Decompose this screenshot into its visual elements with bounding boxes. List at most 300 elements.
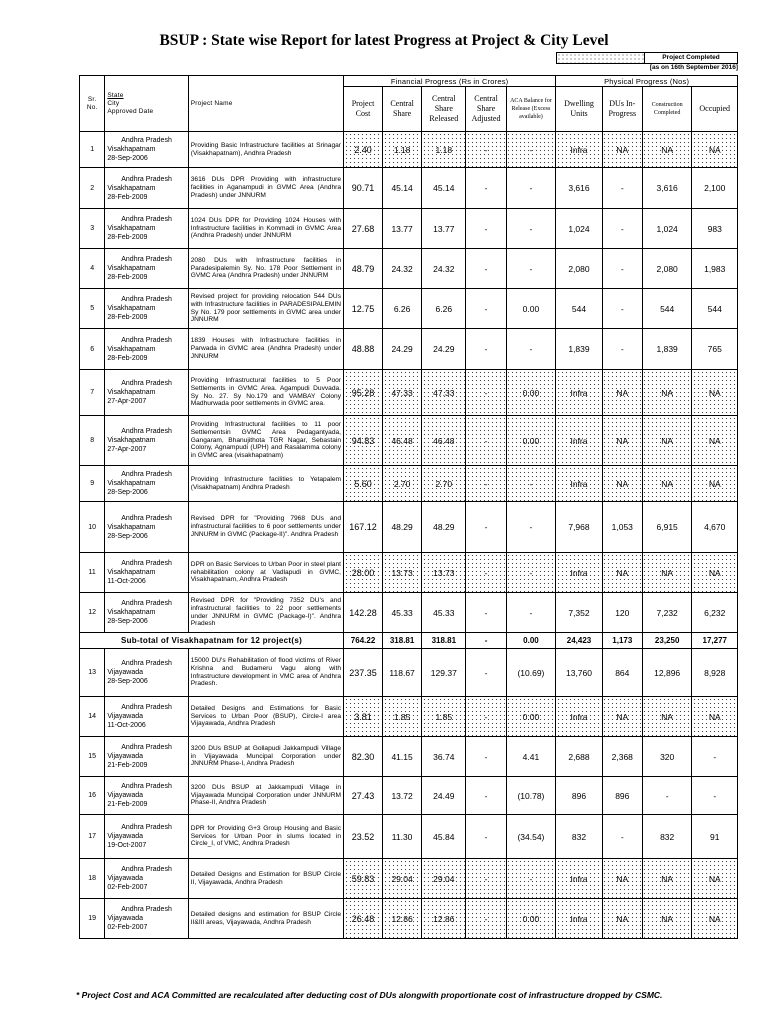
- table-row: [80, 815, 738, 859]
- central-share-released-cell: 2.70: [422, 466, 466, 502]
- occupied-cell: 544: [692, 289, 738, 329]
- central-share-adjusted-cell: -: [466, 329, 506, 370]
- central-share-released-cell: 1.85: [422, 697, 466, 737]
- project-cost-cell: 3.81: [344, 697, 383, 737]
- project-cost-cell: 90.71: [344, 168, 383, 209]
- aca-balance-cell: -: [506, 132, 556, 168]
- dwelling-units-cell: 7,968: [556, 502, 602, 553]
- central-share-cell: 48.29: [383, 502, 422, 553]
- occupied-cell: 2,100: [692, 168, 738, 209]
- central-share-cell: 1.85: [383, 697, 422, 737]
- dus-in-progress-cell: NA: [602, 132, 642, 168]
- construction-completed-cell: 1,024: [642, 209, 692, 249]
- approved-date: 28-Sep-2006: [107, 618, 148, 625]
- occupied-cell: 8,928: [692, 649, 738, 697]
- aca-balance-cell: -: [506, 466, 556, 502]
- project-cost-cell: 27.68: [344, 209, 383, 249]
- construction-completed-cell: -: [642, 777, 692, 815]
- approved-date: 02-Feb-2007: [107, 924, 148, 931]
- sr-no-cell: 2: [80, 168, 105, 209]
- state-name: Andhra Pradesh: [121, 600, 172, 607]
- project-cost-cell: 27.43: [344, 777, 383, 815]
- construction-completed-cell: 1,839: [642, 329, 692, 370]
- central-share-adjusted-cell: -: [466, 697, 506, 737]
- central-share-cell: 24.32: [383, 249, 422, 289]
- project-cost-cell: 237.35: [344, 649, 383, 697]
- city-name: Visakhapatnam: [107, 523, 156, 531]
- central-share-adjusted-cell: -: [466, 649, 506, 697]
- subtotal-project-cost: 764.22: [344, 633, 383, 649]
- city-name: Vijayawada: [107, 753, 144, 760]
- sr-no-cell: 6: [80, 329, 105, 370]
- occupied-cell: NA: [692, 416, 738, 466]
- legend-label: Project Completed: [662, 54, 720, 61]
- table-body: [80, 132, 738, 939]
- sr-no-cell: 19: [80, 899, 105, 939]
- dus-in-progress-cell: -: [602, 289, 642, 329]
- footnote: * Project Cost and ACA Committed are recalculated after deducting cost of DUs alongwith proportionate cost of infrastructure dropped by CSMC.: [76, 990, 663, 1000]
- header-central-share-adjusted: Central Share Adjusted: [466, 87, 506, 132]
- central-share-released-cell: 46.48: [422, 416, 466, 466]
- construction-completed-cell: 2,080: [642, 249, 692, 289]
- sr-no-cell: 8: [80, 416, 105, 466]
- project-cost-cell: 167.12: [344, 502, 383, 553]
- occupied-cell: 983: [692, 209, 738, 249]
- central-share-cell: 12.86: [383, 899, 422, 939]
- dus-in-progress-cell: NA: [602, 416, 642, 466]
- dwelling-units-cell: Infra: [556, 697, 602, 737]
- table-row: [80, 249, 738, 289]
- sr-no-cell: 15: [80, 737, 105, 777]
- aca-balance-cell: (34.54): [506, 815, 556, 859]
- project-name-cell: Detailed designs and estimation for BSUP Circle II&III areas, Vijayawada, Andhra Pradesh: [188, 899, 343, 939]
- location-cell: [105, 370, 188, 416]
- dwelling-units-cell: 3,616: [556, 168, 602, 209]
- project-cost-cell: 48.88: [344, 329, 383, 370]
- construction-completed-cell: 6,915: [642, 502, 692, 553]
- state-name: Andhra Pradesh: [121, 824, 172, 831]
- table-row: [80, 370, 738, 416]
- dwelling-units-cell: 1,839: [556, 329, 602, 370]
- construction-completed-cell: NA: [642, 132, 692, 168]
- central-share-cell: 6.26: [383, 289, 422, 329]
- dus-in-progress-cell: 2,368: [602, 737, 642, 777]
- aca-balance-cell: -: [506, 859, 556, 899]
- central-share-cell: 2.70: [383, 466, 422, 502]
- aca-balance-cell: 4.41: [506, 737, 556, 777]
- central-share-cell: 24.29: [383, 329, 422, 370]
- occupied-cell: NA: [692, 553, 738, 593]
- dwelling-units-cell: Infra: [556, 416, 602, 466]
- city-name: Vijayawada: [107, 915, 144, 922]
- occupied-cell: -: [692, 777, 738, 815]
- aca-balance-cell: -: [506, 168, 556, 209]
- project-name-cell: Providing Basic Infrastructure facilities at Srinagar (Visakhapatnam), Andhra Pradesh: [188, 132, 343, 168]
- city-name: Visakhapatnam: [107, 184, 156, 192]
- central-share-cell: 47.33: [383, 370, 422, 416]
- city-name: Vijayawada: [107, 792, 144, 799]
- construction-completed-cell: 832: [642, 815, 692, 859]
- location-cell: [105, 249, 188, 289]
- sr-no-cell: 12: [80, 593, 105, 633]
- table-row: [80, 329, 738, 370]
- project-cost-cell: 5.60: [344, 466, 383, 502]
- aca-balance-cell: 0.00: [506, 697, 556, 737]
- approved-date: 27-Apr-2007: [107, 446, 147, 453]
- table-row: [80, 593, 738, 633]
- state-name: Andhra Pradesh: [121, 336, 172, 344]
- occupied-cell: NA: [692, 697, 738, 737]
- central-share-released-cell: 12.86: [422, 899, 466, 939]
- aca-balance-cell: -: [506, 249, 556, 289]
- state-name: Andhra Pradesh: [121, 744, 172, 751]
- aca-balance-cell: (10.69): [506, 649, 556, 697]
- header-approved-date: Approved Date: [107, 107, 154, 115]
- approved-date: 28-Sep-2006: [107, 489, 148, 496]
- central-share-released-cell: 129.37: [422, 649, 466, 697]
- project-cost-cell: 23.52: [344, 815, 383, 859]
- state-name: Andhra Pradesh: [121, 428, 172, 435]
- city-name: Vijayawada: [107, 669, 144, 676]
- central-share-adjusted-cell: -: [466, 737, 506, 777]
- city-name: Vijayawada: [107, 713, 144, 720]
- central-share-adjusted-cell: -: [466, 132, 506, 168]
- project-cost-cell: 12.75: [344, 289, 383, 329]
- project-name-cell: Providing Infrastructure facilities to Yetapalem (Visakhapatnam) Andhra Pradesh: [188, 466, 343, 502]
- project-name-cell: DPR on Basic Services to Urban Poor in steel plant rehabilitation colony at Vadlapudi in GVMC, Visakhapatnam, Andhra Pradesh: [188, 553, 343, 593]
- construction-completed-cell: NA: [642, 370, 692, 416]
- header-sr-no: Sr. No.: [80, 76, 105, 132]
- occupied-cell: NA: [692, 859, 738, 899]
- central-share-cell: 46.48: [383, 416, 422, 466]
- header-physical-progress: Physical Progress (Nos): [556, 76, 738, 87]
- aca-balance-cell: -: [506, 502, 556, 553]
- central-share-released-cell: 1.18: [422, 132, 466, 168]
- subtotal-dus-in-progress: 1,173: [602, 633, 642, 649]
- approved-date: 28-Feb-2009: [107, 314, 148, 321]
- central-share-adjusted-cell: -: [466, 777, 506, 815]
- central-share-adjusted-cell: -: [466, 815, 506, 859]
- dwelling-units-cell: 1,024: [556, 209, 602, 249]
- header-state: State: [107, 91, 124, 99]
- dwelling-units-cell: 13,760: [556, 649, 602, 697]
- project-name-cell: Providing Infrastructural facilities to 11 poor Settlementsin GVMC Area Pedagantyada, Gangaram, Bhanujithota TGR Nagar, Sebastain Colony, Agnampudi (UPH) and Rasalamma colony in GVMC area (visakhapatnam): [188, 416, 343, 466]
- aca-balance-cell: (10.78): [506, 777, 556, 815]
- dus-in-progress-cell: NA: [602, 370, 642, 416]
- occupied-cell: NA: [692, 132, 738, 168]
- project-cost-cell: 142.28: [344, 593, 383, 633]
- dwelling-units-cell: 7,352: [556, 593, 602, 633]
- project-cost-cell: 59.83: [344, 859, 383, 899]
- city-name: Visakhapatnam: [107, 480, 156, 487]
- city-name: Vijayawada: [107, 833, 144, 840]
- dus-in-progress-cell: NA: [602, 553, 642, 593]
- state-name: Andhra Pradesh: [121, 783, 172, 790]
- central-share-cell: 13.72: [383, 777, 422, 815]
- city-name: Visakhapatnam: [107, 305, 156, 312]
- aca-balance-cell: -: [506, 553, 556, 593]
- location-cell: [105, 132, 188, 168]
- header-construction-completed: Construction Completed: [642, 87, 692, 132]
- approved-date: 28-Feb-2009: [107, 354, 148, 362]
- dwelling-units-cell: Infra: [556, 466, 602, 502]
- subtotal-central-share-released: 318.81: [422, 633, 466, 649]
- construction-completed-cell: NA: [642, 553, 692, 593]
- sr-no-cell: 5: [80, 289, 105, 329]
- occupied-cell: NA: [692, 466, 738, 502]
- progress-table: [79, 75, 738, 939]
- approved-date: 28-Sep-2006: [107, 155, 148, 162]
- occupied-cell: 4,670: [692, 502, 738, 553]
- aca-balance-cell: 0.00: [506, 289, 556, 329]
- approved-date: 28-Sep-2006: [107, 678, 148, 685]
- central-share-adjusted-cell: -: [466, 370, 506, 416]
- approved-date: 11-Oct-2006: [107, 722, 146, 729]
- approved-date: 21-Feb-2009: [107, 762, 148, 769]
- approved-date: 27-Apr-2007: [107, 398, 147, 405]
- table-row: [80, 737, 738, 777]
- report-title: BSUP : State wise Report for latest Progress at Project & City Level: [159, 32, 609, 49]
- central-share-adjusted-cell: -: [466, 416, 506, 466]
- sr-no-cell: 3: [80, 209, 105, 249]
- central-share-released-cell: 45.33: [422, 593, 466, 633]
- table-row: [80, 416, 738, 466]
- city-name: Visakhapatnam: [107, 569, 156, 576]
- project-name-cell: 3616 DUs DPR Providing with infrastructure facilities in Aganampudi in GVMC Area (Andhra Pradesh) under JNNURM: [188, 168, 343, 209]
- dus-in-progress-cell: 1,053: [602, 502, 642, 553]
- central-share-adjusted-cell: -: [466, 249, 506, 289]
- occupied-cell: NA: [692, 370, 738, 416]
- location-cell: [105, 859, 188, 899]
- dus-in-progress-cell: 120: [602, 593, 642, 633]
- header-dwelling-units: Dwelling Units: [556, 87, 602, 132]
- occupied-cell: 91: [692, 815, 738, 859]
- location-cell: [105, 815, 188, 859]
- approved-date: 28-Feb-2009: [107, 234, 148, 241]
- state-name: Andhra Pradesh: [121, 560, 172, 567]
- approved-date: 28-Feb-2009: [107, 193, 148, 201]
- location-cell: [105, 899, 188, 939]
- sr-no-cell: 17: [80, 815, 105, 859]
- location-cell: [105, 777, 188, 815]
- state-name: Andhra Pradesh: [121, 216, 172, 223]
- header-city: City: [107, 99, 120, 107]
- central-share-adjusted-cell: -: [466, 899, 506, 939]
- dwelling-units-cell: Infra: [556, 553, 602, 593]
- central-share-adjusted-cell: -: [466, 502, 506, 553]
- project-name-cell: 1024 DUs DPR for Providing 1024 Houses with Infrastructure facilities in Kommadi in GVMC Area (Andhra Pradesh) under JNNURM: [188, 209, 343, 249]
- central-share-released-cell: 24.32: [422, 249, 466, 289]
- project-name-cell: 3200 DUs BSUP at Gollapudi Jakkampudi Village in Vijayawada Muncipal Corporation under JNNURM Phase-I, Andhra Pradesh: [188, 737, 343, 777]
- dus-in-progress-cell: -: [602, 168, 642, 209]
- subtotal-occupied: 17,277: [692, 633, 738, 649]
- subtotal-row: [80, 633, 738, 649]
- construction-completed-cell: NA: [642, 697, 692, 737]
- header-occupied: Occupied: [692, 87, 738, 132]
- approved-date: 11-Oct-2006: [107, 578, 146, 585]
- state-name: Andhra Pradesh: [121, 471, 172, 478]
- state-name: Andhra Pradesh: [121, 296, 172, 303]
- central-share-released-cell: 47.33: [422, 370, 466, 416]
- city-name: Visakhapatnam: [107, 265, 156, 272]
- state-name: Andhra Pradesh: [121, 137, 172, 144]
- construction-completed-cell: 320: [642, 737, 692, 777]
- occupied-cell: 6,232: [692, 593, 738, 633]
- central-share-released-cell: 36.74: [422, 737, 466, 777]
- central-share-cell: 45.14: [383, 168, 422, 209]
- construction-completed-cell: 12,896: [642, 649, 692, 697]
- state-name: Andhra Pradesh: [121, 380, 172, 387]
- table-row: [80, 649, 738, 697]
- dwelling-units-cell: 544: [556, 289, 602, 329]
- sr-no-cell: 10: [80, 502, 105, 553]
- project-name-cell: 3200 DUs BSUP at Jakkampudi Village in Vijayawada Muncipal Corporation under JNNURM Phase-II, Andhra Pradesh: [188, 777, 343, 815]
- central-share-adjusted-cell: -: [466, 859, 506, 899]
- subtotal-central-share-adjusted: -: [466, 633, 506, 649]
- dwelling-units-cell: 896: [556, 777, 602, 815]
- header-central-share-released: Central Share Released: [422, 87, 466, 132]
- project-name-cell: Detailed Designs and Estimation for BSUP Circle II, Vijayawada, Andhra Pradesh: [188, 859, 343, 899]
- city-name: Vijayawada: [107, 875, 144, 882]
- dwelling-units-cell: Infra: [556, 899, 602, 939]
- legend-box: [556, 52, 738, 64]
- table-row: [80, 777, 738, 815]
- sr-no-cell: 4: [80, 249, 105, 289]
- state-name: Andhra Pradesh: [121, 175, 172, 183]
- central-share-adjusted-cell: -: [466, 209, 506, 249]
- project-name-cell: DPR for Providing G+3 Group Housing and Basic Services for Urban Poor in slums located in Circle_I, of VMC, Andhra Pradesh: [188, 815, 343, 859]
- header-project-cost: Project Cost: [344, 87, 383, 132]
- project-cost-cell: 95.28: [344, 370, 383, 416]
- location-cell: [105, 737, 188, 777]
- state-name: Andhra Pradesh: [121, 866, 172, 873]
- aca-balance-cell: 0.00: [506, 370, 556, 416]
- central-share-adjusted-cell: -: [466, 593, 506, 633]
- state-name: Andhra Pradesh: [121, 514, 172, 522]
- construction-completed-cell: NA: [642, 899, 692, 939]
- location-cell: [105, 289, 188, 329]
- central-share-released-cell: 29.04: [422, 859, 466, 899]
- construction-completed-cell: NA: [642, 416, 692, 466]
- sr-no-cell: 7: [80, 370, 105, 416]
- construction-completed-cell: 3,616: [642, 168, 692, 209]
- central-share-cell: 41.15: [383, 737, 422, 777]
- central-share-cell: 11.30: [383, 815, 422, 859]
- sr-no-cell: 16: [80, 777, 105, 815]
- table-row: [80, 859, 738, 899]
- dus-in-progress-cell: -: [602, 815, 642, 859]
- project-name-cell: Providing Infrastructural facilities to 5 Poor Settlements in GVMC Area. Agampudi Duvvada. Sy No. 27. Sy No.179 and VAMBAY Colony Madhurwada poor settlements in GVMC area.: [188, 370, 343, 416]
- as-of-date: [as on 16th September 2016]: [649, 64, 738, 71]
- city-name: Visakhapatnam: [107, 389, 156, 396]
- project-name-cell: 1839 Houses with Infrastructure facilities in Parwada in GVMC area (Andhra Pradesh) under JNNURM: [188, 329, 343, 370]
- central-share-released-cell: 13.77: [422, 209, 466, 249]
- central-share-released-cell: 24.29: [422, 329, 466, 370]
- construction-completed-cell: NA: [642, 466, 692, 502]
- central-share-released-cell: 48.29: [422, 502, 466, 553]
- state-name: Andhra Pradesh: [121, 660, 172, 667]
- dwelling-units-cell: Infra: [556, 370, 602, 416]
- central-share-cell: 13.77: [383, 209, 422, 249]
- central-share-adjusted-cell: -: [466, 466, 506, 502]
- table-row: [80, 132, 738, 168]
- construction-completed-cell: 7,232: [642, 593, 692, 633]
- state-name: Andhra Pradesh: [121, 256, 172, 263]
- sr-no-cell: 9: [80, 466, 105, 502]
- approved-date: 19-Oct-2007: [107, 842, 147, 849]
- sr-no-cell: 18: [80, 859, 105, 899]
- central-share-released-cell: 45.84: [422, 815, 466, 859]
- table-row: [80, 899, 738, 939]
- dus-in-progress-cell: NA: [602, 859, 642, 899]
- location-cell: [105, 466, 188, 502]
- project-cost-cell: 2.40: [344, 132, 383, 168]
- table-row: [80, 502, 738, 553]
- table-row: [80, 289, 738, 329]
- central-share-adjusted-cell: -: [466, 168, 506, 209]
- central-share-cell: 1.18: [383, 132, 422, 168]
- approved-date: 28-Sep-2006: [107, 532, 148, 540]
- state-name: Andhra Pradesh: [121, 906, 172, 913]
- table-row: [80, 553, 738, 593]
- central-share-adjusted-cell: -: [466, 553, 506, 593]
- subtotal-central-share: 318.81: [383, 633, 422, 649]
- location-cell: [105, 209, 188, 249]
- dwelling-units-cell: 2,688: [556, 737, 602, 777]
- dwelling-units-cell: Infra: [556, 132, 602, 168]
- project-name-cell: 2080 DUs with Infrastructure facilities in Paradesipalemin Sy. No. 178 Poor Settlement in GVMC Area (Andhra Pradesh) under JNNURM: [188, 249, 343, 289]
- central-share-released-cell: 24.49: [422, 777, 466, 815]
- header-dus-in-progress: DUs In-Progress: [602, 87, 642, 132]
- dus-in-progress-cell: 896: [602, 777, 642, 815]
- location-cell: [105, 416, 188, 466]
- aca-balance-cell: 0.00: [506, 899, 556, 939]
- subtotal-aca-balance: 0.00: [506, 633, 556, 649]
- dwelling-units-cell: 2,080: [556, 249, 602, 289]
- location-cell: [105, 553, 188, 593]
- table-row: [80, 168, 738, 209]
- legend-swatch: [557, 53, 645, 63]
- dus-in-progress-cell: NA: [602, 899, 642, 939]
- header-aca-balance: ACA Balance for Release (Excess available): [506, 87, 556, 132]
- central-share-cell: 13.73: [383, 553, 422, 593]
- location-cell: [105, 329, 188, 370]
- project-name-cell: Revised DPR for "Providing 7968 DUs and infrastructural facilities to 6 poor settlements under JNNURM in GVMC (Package-II)". Andhra Pradesh: [188, 502, 343, 553]
- aca-balance-cell: -: [506, 593, 556, 633]
- city-name: Visakhapatnam: [107, 146, 156, 153]
- header-project-name: Project Name: [188, 76, 343, 132]
- table-row: [80, 209, 738, 249]
- sr-no-cell: 13: [80, 649, 105, 697]
- dus-in-progress-cell: -: [602, 329, 642, 370]
- header-financial-progress: Financial Progress (Rs in Crores): [344, 76, 556, 87]
- central-share-released-cell: 45.14: [422, 168, 466, 209]
- project-cost-cell: 26.48: [344, 899, 383, 939]
- construction-completed-cell: NA: [642, 859, 692, 899]
- aca-balance-cell: -: [506, 329, 556, 370]
- central-share-released-cell: 6.26: [422, 289, 466, 329]
- central-share-cell: 118.67: [383, 649, 422, 697]
- approved-date: 28-Feb-2009: [107, 274, 148, 281]
- city-name: Visakhapatnam: [107, 609, 156, 616]
- central-share-cell: 45.33: [383, 593, 422, 633]
- header-central-share: Central Share: [383, 87, 422, 132]
- city-name: Visakhapatnam: [107, 345, 156, 353]
- project-cost-cell: 28.00: [344, 553, 383, 593]
- location-cell: [105, 649, 188, 697]
- occupied-cell: -: [692, 737, 738, 777]
- table-row: [80, 466, 738, 502]
